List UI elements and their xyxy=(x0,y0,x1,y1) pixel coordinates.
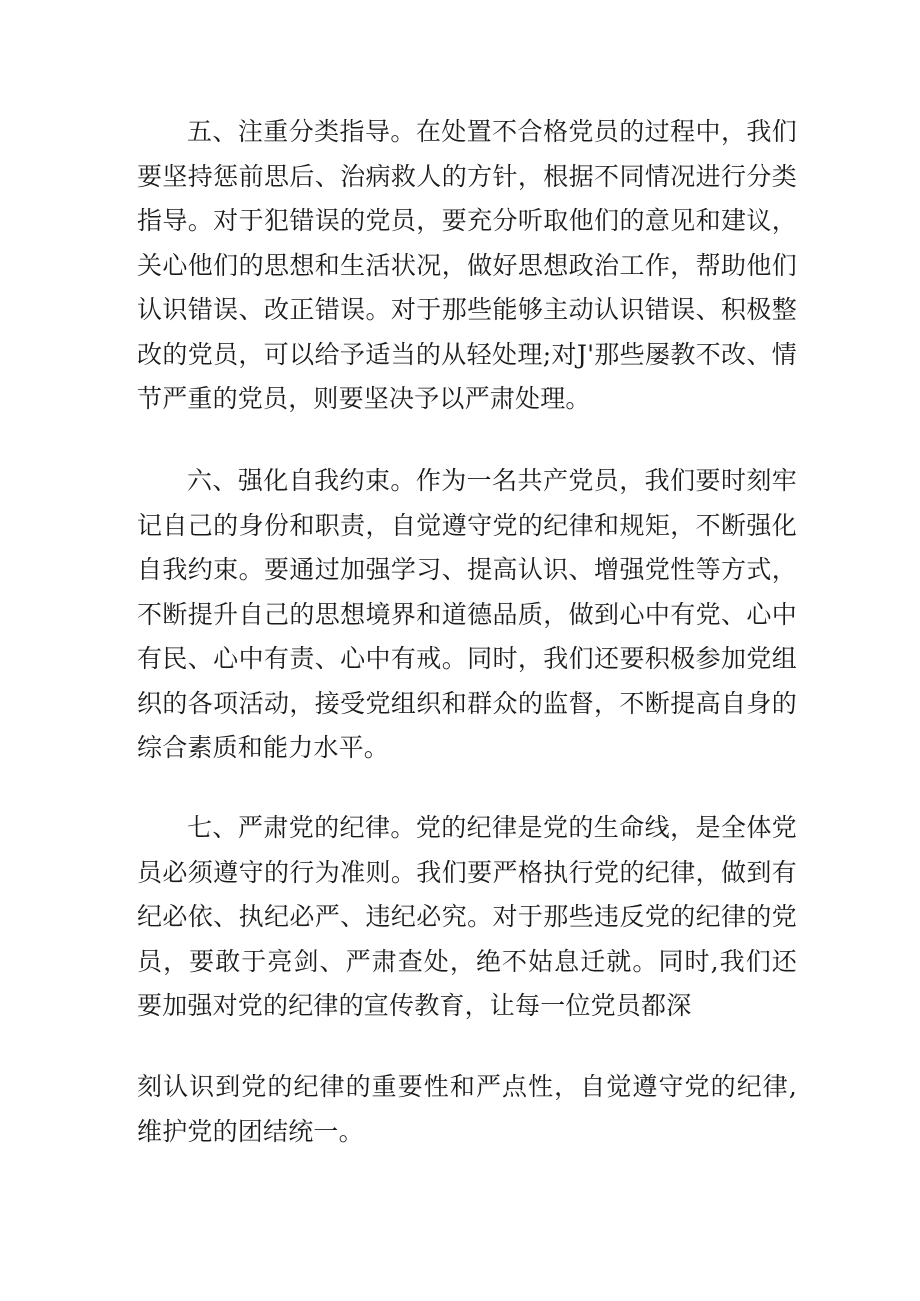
paragraph-seven-continued: 刻认识到党的纪律的重要性和严点性，自觉遵守党的纪律,维护党的团结统一。 xyxy=(137,1072,797,1146)
paragraph-five: 五、注重分类指导。在处置不合格党员的过程中，我们要坚持惩前思后、治病救人的方针，根据不同情况进行分类指导。对于犯错误的党员，要充分听取他们的意见和建议，关心他们的思想和生活状况，做好思想政治工作，帮助他们认识错误、改正错误。对于那些能够主动认识错误、积极整改的党员，可以给予适当的从轻处理;对J'那些屡教不改、情节严重的党员，则要坚决予以严肃处理。 xyxy=(137,117,797,413)
paragraph-six: 六、强化自我约束。作为一名共产党员，我们要时刻牢记自己的身份和职责，自觉遵守党的纪律和规矩，不断强化自我约束。要通过加强学习、提高认识、增强党性等方式，不断提升自己的思想境界和道德品质，做到心中有党、心中有民、心中有责、心中有戒。同时，我们还要积极参加党组织的各项活动，接受党组织和群众的监督，不断提高自身的综合素质和能力水平。 xyxy=(137,466,797,762)
paragraph-seven: 七、严肃党的纪律。党的纪律是党的生命线，是全体党员必须遵守的行为准则。我们要严格执行党的纪律，做到有纪必依、执纪必严、违纪必究。对于那些违反党的纪律的党员，要敢于亮剑、严肃查处，绝不姑息迁就。同时,我们还要加强对党的纪律的宣传教育，让每一位党员都深 xyxy=(137,813,797,1020)
